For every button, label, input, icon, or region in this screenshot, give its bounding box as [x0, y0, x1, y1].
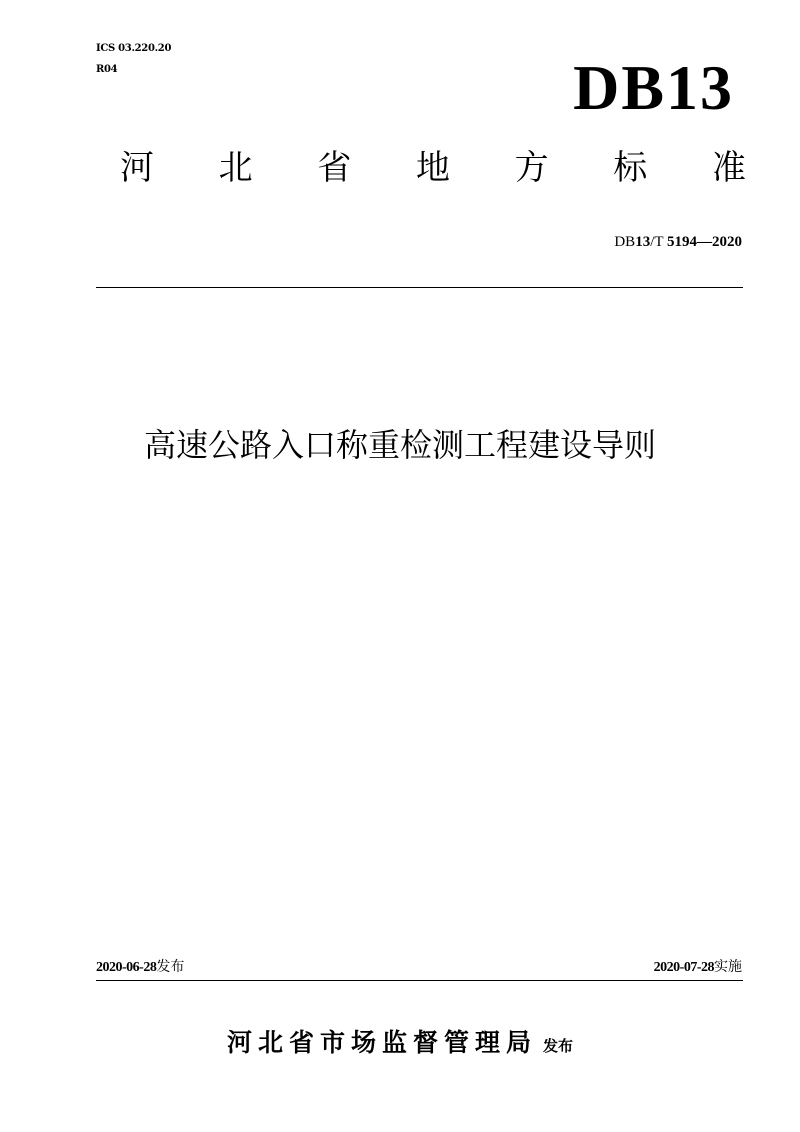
implement-date-line: [654, 958, 742, 977]
publisher-line: [0, 1023, 800, 1059]
standard-type-char: 河: [120, 148, 154, 188]
standard-type-char: 地: [415, 148, 450, 188]
standard-type-char: 标: [613, 148, 648, 188]
standard-type-char: 准: [711, 148, 746, 188]
ccs-code: R04: [96, 64, 118, 75]
standard-type-char: 省: [317, 148, 352, 188]
code-number: 5194—2020: [667, 234, 742, 250]
implement-label: 实施: [714, 959, 742, 975]
issue-date-line: [96, 958, 184, 977]
footer-divider: [96, 980, 743, 981]
standard-number: [614, 232, 742, 252]
implement-date: 2020-07-28: [653, 960, 714, 975]
document-title: 高速公路入口称重检测工程建设导则: [143, 426, 656, 464]
publisher-label: 发布: [543, 1037, 574, 1055]
header-divider: [96, 287, 743, 288]
code-prefix: DB: [614, 234, 636, 250]
standard-type-char: 北: [218, 148, 253, 188]
code-province: 13: [635, 234, 651, 250]
publisher-org: 河北省市场监督管理局: [226, 1028, 537, 1057]
issue-label: 发布: [156, 959, 185, 975]
standard-type-char: 方: [514, 148, 549, 188]
standard-type-heading: [120, 146, 746, 190]
code-type: /T: [650, 234, 664, 250]
issue-date: 2020-06-28: [96, 960, 157, 975]
ics-code: ICS 03.220.20: [96, 43, 172, 54]
standard-brand: DB13: [573, 52, 734, 123]
